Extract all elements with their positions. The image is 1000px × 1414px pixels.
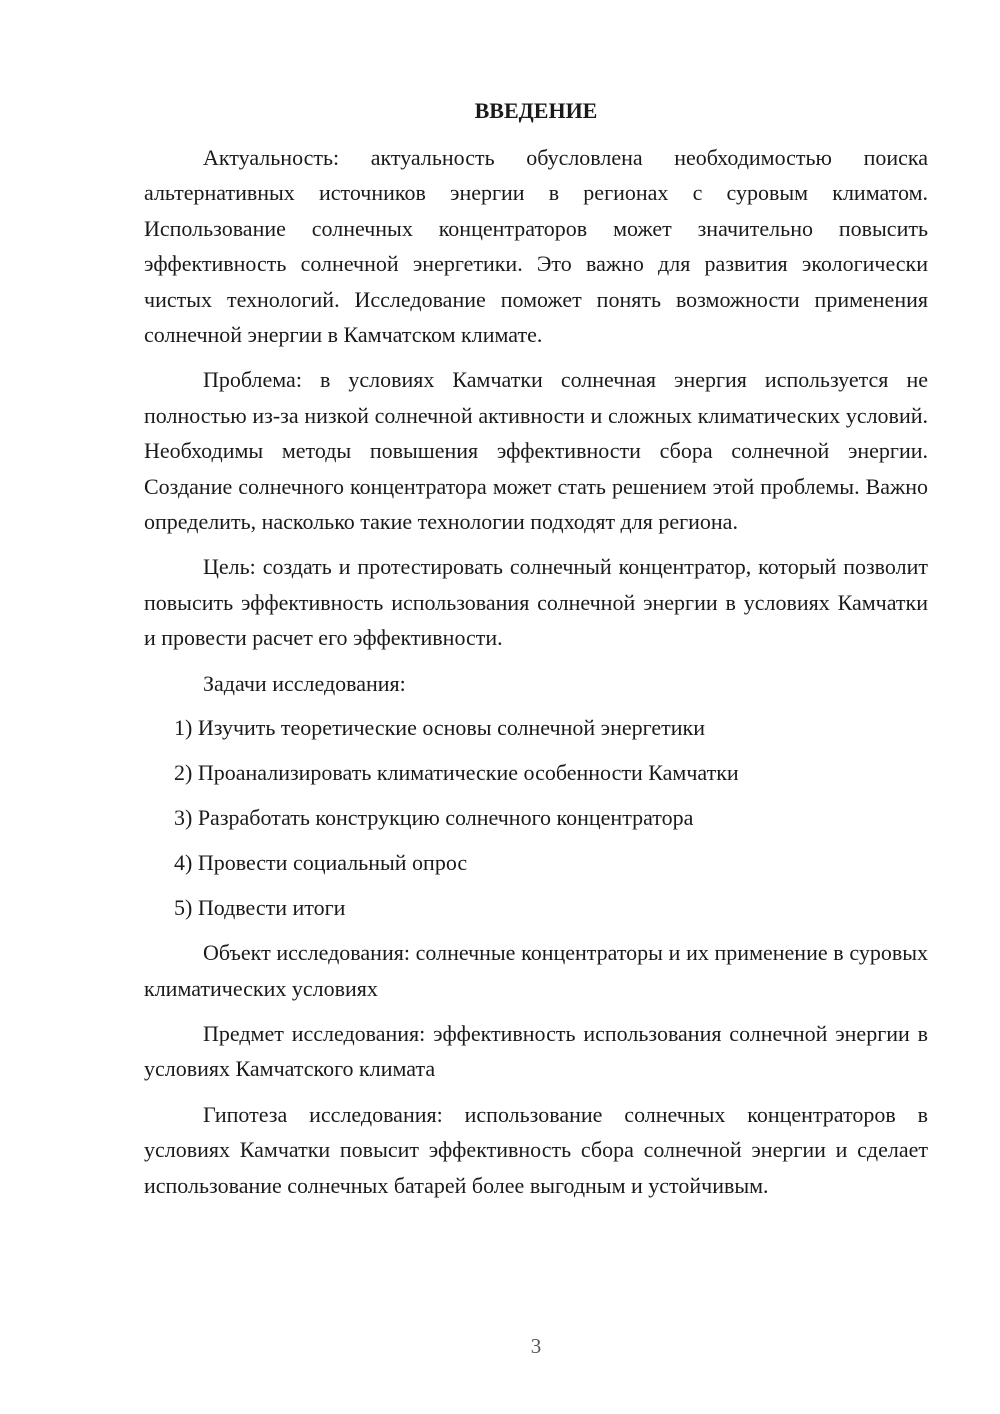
section-heading: ВВЕДЕНИЕ <box>474 98 598 123</box>
relevance-paragraph: Актуальность: актуальность обусловлена необходимостью поиска альтернативных источников энергии в регионах с суровым климатом. Использование солнечных концентраторов может значительно повысить эффективность солнечной энергетики. Это важно для развития экологически чистых технологий. Исследование поможет понять возможности применения солнечной энергии в Камчатском климате. <box>144 145 928 348</box>
goal-paragraph: Цель: создать и протестировать солнечный концентратор, который позволит повысить эффективность использования солнечной энергии в условиях Камчатки и провести расчет его эффективности. <box>144 554 928 651</box>
tasks-list <box>144 710 928 925</box>
object-paragraph: Объект исследования: солнечные концентраторы и их применение в суровых климатических условиях <box>144 940 928 1001</box>
problem-paragraph: Проблема: в условиях Камчатки солнечная энергия используется не полностью из-за низкой солнечной активности и сложных климатических условий. Необходимы методы повышения эффективности сбора солнечной энергии. Создание солнечного концентратора может стать решением этой проблемы. Важно определить, насколько такие технологии подходят для региона. <box>144 367 928 535</box>
tasks-label: Задачи исследования: <box>203 670 406 696</box>
task-item-1: 1) Изучить теоретические основы солнечной энергетики <box>174 715 705 741</box>
task-item-2: 2) Проанализировать климатические особенности Камчатки <box>174 760 739 786</box>
subject-paragraph: Предмет исследования: эффективность использования солнечной энергии в условиях Камчатского климата <box>144 1020 928 1082</box>
task-item-5: 5) Подвести итоги <box>174 895 346 921</box>
page-number: 3 <box>530 1334 542 1358</box>
page-content <box>144 96 928 1213</box>
task-item-4: 4) Провести социальный опрос <box>174 850 468 876</box>
hypothesis-paragraph: Гипотеза исследования: использование солнечных концентраторов в условиях Камчатки повысит эффективность сбора солнечной энергии и сделает использование солнечных батарей более выгодным и устойчивым. <box>144 1101 928 1198</box>
task-item-3: 3) Разработать конструкцию солнечного концентратора <box>174 805 694 831</box>
